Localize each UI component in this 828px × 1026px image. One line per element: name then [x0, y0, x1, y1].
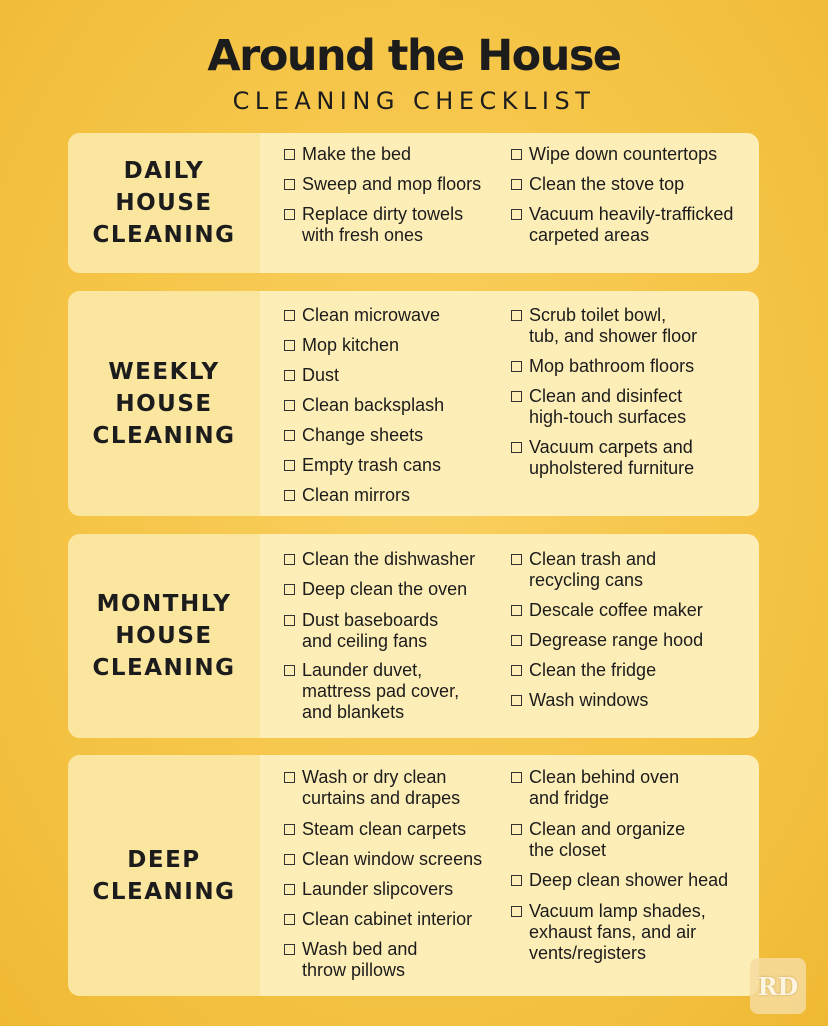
checkbox-icon[interactable]	[511, 391, 522, 402]
checkbox-icon[interactable]	[511, 179, 522, 190]
checklist-item-line: upholstered furniture	[529, 458, 695, 478]
checkbox-icon[interactable]	[284, 490, 295, 501]
checklist-item-label	[529, 600, 703, 621]
checklist-item-line: Clean cabinet interior	[302, 909, 473, 929]
section-label-line: HOUSE	[115, 390, 213, 417]
checklist-item-line: with fresh ones	[302, 225, 424, 245]
checklist-item-line: Deep clean shower head	[529, 870, 729, 890]
checklist-item-line: Replace dirty towels	[302, 204, 464, 224]
checklist-item-line: Clean trash and	[529, 549, 657, 569]
checklist-item-line: Wipe down countertops	[529, 144, 718, 164]
checklist-item-label	[529, 690, 648, 711]
checkbox-icon[interactable]	[284, 854, 295, 865]
checklist-item-line: Clean the stove top	[529, 174, 685, 194]
checklist-item-line: Steam clean carpets	[302, 819, 467, 839]
checklist-item-label	[302, 819, 466, 840]
checklist-item-label	[302, 204, 463, 246]
checkbox-icon[interactable]	[284, 584, 295, 595]
checkbox-icon[interactable]	[511, 442, 522, 453]
checklist-item-line: Degrease range hood	[529, 630, 704, 650]
section-label-line: HOUSE	[115, 190, 213, 216]
checklist-item-line: mattress pad cover,	[302, 681, 460, 701]
checkbox-icon[interactable]	[511, 772, 522, 783]
checklist-item-line: Clean the fridge	[529, 660, 657, 680]
checklist-item-line: Deep clean the oven	[302, 579, 468, 599]
checkbox-icon[interactable]	[511, 149, 522, 160]
section-label	[68, 534, 260, 738]
checklist-item-line: Change sheets	[302, 425, 424, 445]
checkbox-icon[interactable]	[511, 209, 522, 220]
checklist-item-line: vents/registers	[529, 943, 647, 963]
section-label	[68, 755, 260, 996]
checklist-item-line: Clean mirrors	[302, 485, 411, 505]
checklist-item-label	[529, 870, 728, 891]
checkbox-icon[interactable]	[284, 340, 295, 351]
section-label-line: DEEP	[127, 846, 201, 873]
checklist-item-line: curtains and drapes	[302, 788, 461, 808]
checklist-item-label	[302, 610, 438, 652]
section-label-line: CLEANING	[92, 222, 236, 248]
section-label-line: CLEANING	[92, 655, 236, 681]
checkbox-icon[interactable]	[284, 665, 295, 676]
checkbox-icon[interactable]	[284, 914, 295, 925]
checkbox-icon[interactable]	[284, 179, 295, 190]
checkbox-icon[interactable]	[511, 361, 522, 372]
checklist-item-line: Dust baseboards	[302, 610, 439, 630]
checklist-item-label	[529, 386, 686, 428]
checkbox-icon[interactable]	[284, 615, 295, 626]
checkbox-icon[interactable]	[284, 772, 295, 783]
checklist-item-label	[302, 767, 460, 809]
checklist-item-label	[302, 455, 441, 476]
section-label-line: MONTHLY	[96, 591, 232, 617]
checklist-item-line: Sweep and mop floors	[302, 174, 482, 194]
checkbox-icon[interactable]	[284, 884, 295, 895]
checklist-item-line: exhaust fans, and air	[529, 922, 697, 942]
checkbox-icon[interactable]	[511, 875, 522, 886]
page-subtitle: CLEANING CHECKLIST	[232, 87, 596, 115]
checkbox-icon[interactable]	[511, 635, 522, 646]
checklist-item-label	[302, 305, 440, 326]
checklist-item-line: Descale coffee maker	[529, 600, 703, 620]
checkbox-icon[interactable]	[511, 824, 522, 835]
checklist-section	[68, 534, 759, 738]
section-label	[68, 133, 260, 273]
checkbox-icon[interactable]	[511, 605, 522, 616]
header	[0, 30, 828, 116]
checkbox-icon[interactable]	[511, 310, 522, 321]
checklist-item-line: Clean the dishwasher	[302, 549, 476, 569]
checklist-item-label	[302, 144, 411, 165]
checklist-item-line: Vacuum lamp shades,	[529, 901, 706, 921]
rd-logo: RD	[750, 958, 806, 1014]
checklist-item-label	[529, 819, 685, 861]
checklist-item-line: Wash bed and	[302, 939, 418, 959]
checklist-item-label	[529, 549, 656, 591]
section-label	[68, 291, 260, 516]
checkbox-icon[interactable]	[511, 665, 522, 676]
checklist-item-line: Make the bed	[302, 144, 412, 164]
checklist-item-line: recycling cans	[529, 570, 644, 590]
checklist-item-label	[529, 630, 703, 651]
checklist-item-line: high-touch surfaces	[529, 407, 687, 427]
checklist-item-label	[529, 174, 684, 195]
checklist-item-line: tub, and shower floor	[529, 326, 698, 346]
checkbox-icon[interactable]	[284, 370, 295, 381]
checklist-item-label	[529, 305, 697, 347]
checklist-item-label	[529, 767, 679, 809]
checkbox-icon[interactable]	[284, 460, 295, 471]
checklist-item-line: Empty trash cans	[302, 455, 442, 475]
checklist-section	[68, 755, 759, 996]
checklist-item-label	[529, 660, 656, 681]
checkbox-icon[interactable]	[284, 400, 295, 411]
checklist-item-label	[302, 425, 423, 446]
checklist-item-line: carpeted areas	[529, 225, 650, 245]
checklist-item-label	[302, 579, 467, 600]
checklist-item-line: Clean microwave	[302, 305, 441, 325]
section-label-line: WEEKLY	[108, 358, 220, 385]
checklist-item-label	[302, 335, 399, 356]
checklist-item-label	[302, 849, 482, 870]
checklist-item-label	[529, 901, 706, 964]
section-label-line: CLEANING	[92, 878, 236, 905]
page-title: Around the House	[207, 31, 621, 81]
checklist-item-line: Clean backsplash	[302, 395, 445, 415]
checklist-item-label	[302, 485, 410, 506]
checklist-item-line: Vacuum heavily-trafficked	[529, 204, 734, 224]
section-label-line: HOUSE	[115, 623, 213, 649]
checklist-item-line: Clean and disinfect	[529, 386, 683, 406]
section-label-line: DAILY	[123, 158, 205, 184]
checkbox-icon[interactable]	[284, 554, 295, 565]
checkbox-icon[interactable]	[511, 906, 522, 917]
checklist-item-label	[302, 939, 417, 981]
checklist-item-line: Vacuum carpets and	[529, 437, 693, 457]
checklist-item-label	[302, 879, 453, 900]
checklist-section	[68, 133, 759, 273]
checklist-item-line: throw pillows	[302, 960, 406, 980]
checklist-item-line: the closet	[529, 840, 607, 860]
checkbox-icon[interactable]	[284, 944, 295, 955]
checklist-item-line: Clean behind oven	[529, 767, 680, 787]
checklist-item-label	[529, 437, 694, 479]
checkbox-icon[interactable]	[284, 209, 295, 220]
checklist-section	[68, 291, 759, 516]
checklist-item-line: Clean and organize	[529, 819, 686, 839]
checkbox-icon[interactable]	[284, 824, 295, 835]
checklist-item-line: Dust	[302, 365, 340, 385]
checklist-item-line: Launder slipcovers	[302, 879, 454, 899]
checklist-item-line: Mop bathroom floors	[529, 356, 695, 376]
checklist-item-line: and blankets	[302, 702, 405, 722]
checkbox-icon[interactable]	[284, 310, 295, 321]
checklist-item-label	[529, 204, 733, 246]
checklist-item-line: Mop kitchen	[302, 335, 400, 355]
checklist-item-line: Wash windows	[529, 690, 649, 710]
checklist-item-label	[529, 144, 717, 165]
checkbox-icon[interactable]	[284, 149, 295, 160]
checklist-item-label	[302, 365, 339, 386]
checklist-item-label	[302, 660, 459, 723]
checklist-item-line: and ceiling fans	[302, 631, 428, 651]
section-label-line: CLEANING	[92, 422, 236, 449]
checklist-item-label	[302, 909, 472, 930]
checklist-item-line: and fridge	[529, 788, 610, 808]
checklist-item-line: Scrub toilet bowl,	[529, 305, 667, 325]
checklist-item-line: Wash or dry clean	[302, 767, 447, 787]
checkbox-icon[interactable]	[284, 430, 295, 441]
checklist-item-label	[302, 395, 444, 416]
checkbox-icon[interactable]	[511, 554, 522, 565]
checklist-item-label	[302, 174, 481, 195]
checklist-item-label	[302, 549, 475, 570]
checklist-item-line: Launder duvet,	[302, 660, 423, 680]
checkbox-icon[interactable]	[511, 695, 522, 706]
checklist-item-line: Clean window screens	[302, 849, 483, 869]
checklist-item-label	[529, 356, 694, 377]
